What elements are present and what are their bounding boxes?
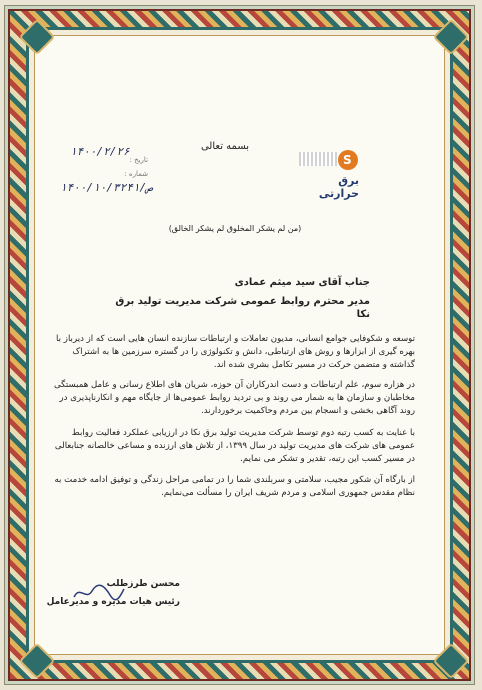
company-logo bbox=[297, 148, 359, 200]
paragraph-1: توسعه و شکوفایی جوامع انسانی، مدیون تعاملات و ارتباطات سازنده انسان هایی است که از دیرباز با بهره گیری از ابزارها و روش های ارتباطی، دانش و تکنولوژی را در گستره سرزمین ها به اشتراک گذاشته و متضمن حرکت در مسیر تکامل بشری شده اند. bbox=[56, 334, 415, 370]
paragraph-2: در هزاره سوم، علم ارتباطات و دست اندرکاران آن حوزه، شریان های اطلاع رسانی و عامل همبستگی مخاطبان و سازمان ها به شمار می روند و بی تردید روابط عمومی‌ها از جایگاه مهم و انکارناپذیری در روند آگاهی بخشی و انسجام بین مردم وحاکمیت برخوردارند. bbox=[53, 380, 415, 416]
bismillah-heading: بسمه تعالی bbox=[200, 141, 250, 152]
quote-line: (من لم یشکر المخلوق لم یشکر الخالق) bbox=[168, 224, 302, 233]
recipient-name: جناب آقای سید میثم عمادی bbox=[234, 277, 370, 288]
date-label: تاریخ : bbox=[129, 156, 148, 164]
signer-title: رئیس هیات مدیره و مدیرعامل bbox=[46, 597, 180, 607]
paragraph-3: با عنایت به کسب رتبه دوم توسط شرکت مدیریت تولید برق نکا در ارزیابی عملکرد فعالیت روابط عمومی های شرکت های مدیریت تولید در سال ۱۳۹۹، از تلاش های ارزنده و مساعی خالصانه جنابعالی در مسیر کسب این رتبه، تقدیر و تشکر می نمایم. bbox=[54, 428, 415, 464]
logo-small-text bbox=[299, 152, 337, 166]
logo-text: برق حرارتی bbox=[318, 174, 359, 200]
signer-name: محسن طرزطلب bbox=[106, 579, 180, 589]
recipient-title: مدیر محترم روابط عمومی شرکت مدیریت تولید برق نکا bbox=[115, 296, 370, 320]
date-handwritten: ۱۴۰۰/۲/۲۶ bbox=[70, 145, 130, 158]
number-label: شماره : bbox=[124, 170, 148, 178]
paragraph-4: از بارگاه آن شکور مجیب، سلامتی و سربلندی شما را در تمامی مراحل زندگی و توفیق ادامه خدمت به نظام مقدس جمهوری اسلامی و مردم شریف ایران را مسألت می‌نمایم. bbox=[54, 475, 415, 498]
number-handwritten: ۱۴۰۰/ص/۱۰/۳۲۴۱ bbox=[60, 181, 153, 194]
logo-mark-icon: S bbox=[343, 153, 352, 167]
